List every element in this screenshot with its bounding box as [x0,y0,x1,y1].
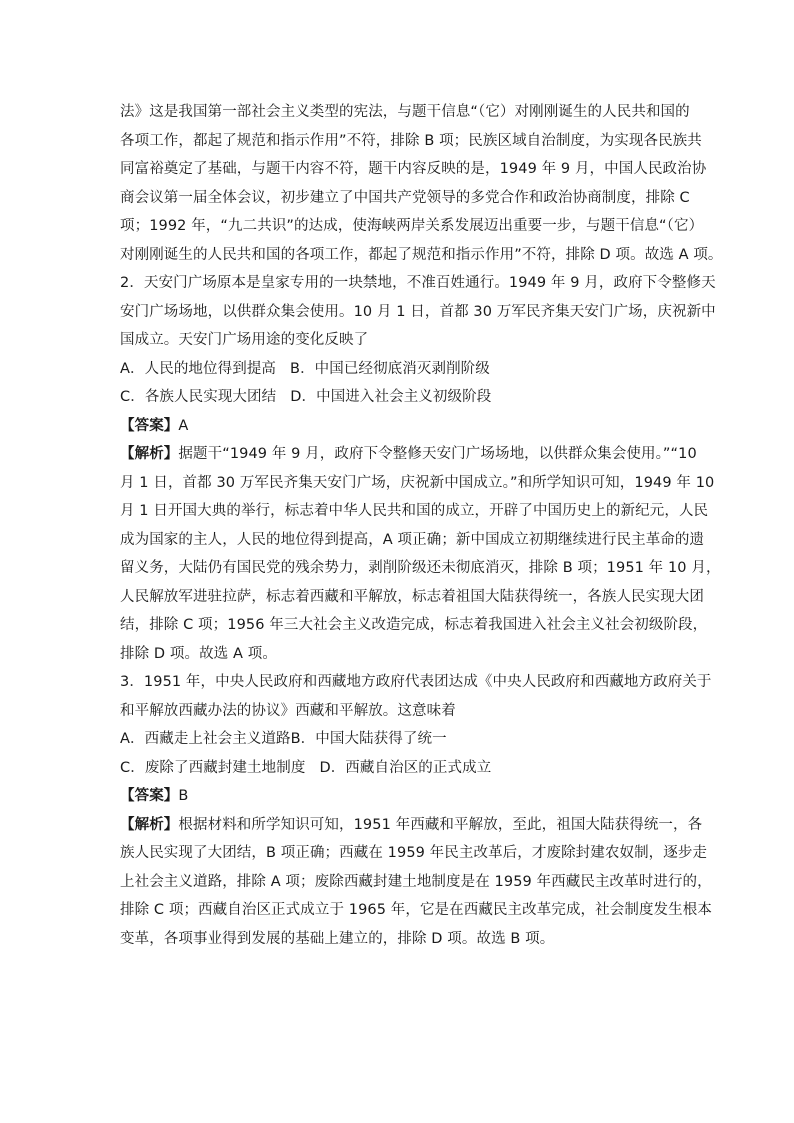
document-content [120,98,723,953]
options-row-cd [120,383,688,412]
analysis-line: 月 1 日，首都 30 万军民齐集天安门广场，庆祝新中国成立。”和所学知识可知，1949 年 10 [120,474,715,491]
options-row-cd [120,754,688,783]
option-b: B．中国已经彻底消灭剥削阶级 [290,360,490,377]
answer-label: 【答案】 [120,788,179,804]
analysis-label: 【解析】 [120,816,179,833]
analysis-line: 留义务，大陆仍有国民党的残余势力，剥削阶级还未彻底消灭，排除 B 项；1951 年 10 月， [120,560,721,576]
paragraph-line: 项；1992 年，“九二共识”的达成，使海峡两岸关系发展迈出重要一步，与题干信息“（它） [120,218,704,234]
paragraph-line: 对刚刚诞生的人民共和国的各项工作，都起了规范和指示作用”不符，排除 D 项。故选 A 项。 [120,246,723,263]
analysis-line: 上社会主义道路，排除 A 项；废除西藏封建土地制度是在 1959 年西藏民主改革时进行的， [120,873,712,890]
previous-analysis-continuation [120,98,723,269]
analysis-line: 变革，各项事业得到发展的基础上建立的，排除 D 项。故选 B 项。 [120,930,555,947]
analysis-line: 结，排除 C 项；1956 年三大社会主义改造完成，标志着我国进入社会主义社会初级阶段， [120,617,708,633]
options-row-ab [120,355,688,384]
option-c: C．各族人民实现大团结 [120,389,277,405]
option-a: A．西藏走上社会主义道路 [120,731,291,747]
option-a: A．人民的地位得到提高 [120,360,277,377]
answer-value: A [178,417,189,434]
analysis-line: 排除 D 项。故选 A 项。 [120,645,277,662]
option-c: C．废除了西藏封建土地制度 [120,759,306,776]
option-b: B．中国大陆获得了统一 [290,731,447,747]
answer-label: 【答案】 [120,417,179,434]
question-stem-line: 3．1951 年，中央人民政府和西藏地方政府代表团达成《中央人民政府和西藏地方政府关于 [120,674,712,690]
analysis-text: 根据材料和所学知识可知，1951 年西藏和平解放，至此，祖国大陆获得统一，各 [178,816,703,833]
question-2 [120,269,721,668]
paragraph-line: 同富裕奠定了基础，与题干内容不符，题干内容反映的是，1949 年 9 月，中国人民政治协 [120,161,707,177]
answer-line [120,782,688,811]
paragraph-line: 各项工作，都起了规范和指示作用”不符，排除 B 项；民族区域自治制度，为实现各民族共 [120,132,702,149]
analysis-line: 排除 C 项；西藏自治区正式成立于 1965 年，它是在西藏民主改革完成，社会制度发生根本 [120,902,712,918]
question-stem-line: 国成立。天安门广场用途的变化反映了 [120,332,369,348]
question-stem-line: 和平解放西藏办法的协议》西藏和平解放。这意味着 [120,702,456,719]
analysis-line: 族人民实现了大团结，B 项正确；西藏在 1959 年民主改革后，才废除封建农奴制，逐步走 [120,845,708,861]
question-stem-line: 安门广场场地，以供群众集会使用。10 月 1 日，首都 30 万军民齐集天安门广场，庆祝新中 [120,303,716,320]
analysis-text: 据题干“1949 年 9 月，政府下令整修天安门广场场地，以供群众集会使用。”“10 [178,446,697,462]
analysis-line: 月 1 日开国大典的举行，标志着中华人民共和国的成立，开辟了中国历史上的新纪元，人民 [120,503,709,519]
answer-value: B [178,788,189,804]
analysis-line: 成为国家的主人，人民的地位得到提高，A 项正确；新中国成立初期继续进行民主革命的遗 [120,531,705,548]
analysis-line [120,440,697,469]
answer-line [120,412,688,441]
question-3 [120,668,712,953]
question-stem-line: 2．天安门广场原本是皇家专用的一块禁地，不准百姓通行。1949 年 9 月，政府下令整修天 [120,275,716,291]
analysis-line: 人民解放军进驻拉萨，标志着西藏和平解放，标志着祖国大陆获得统一，各族人民实现大团 [120,588,704,605]
option-d: D．中国进入社会主义初级阶段 [290,389,492,405]
analysis-label: 【解析】 [120,446,179,462]
paragraph-line: 商会议第一届全体会议，初步建立了中国共产党领导的多党合作和政治协商制度，排除 C [120,189,690,206]
analysis-line [120,811,703,840]
paragraph-line: 法》这是我国第一部社会主义类型的宪法，与题干信息“（它）对刚刚诞生的人民共和国的 [120,104,690,120]
options-row-ab [120,725,688,754]
option-d: D．西藏自治区的正式成立 [319,759,492,776]
